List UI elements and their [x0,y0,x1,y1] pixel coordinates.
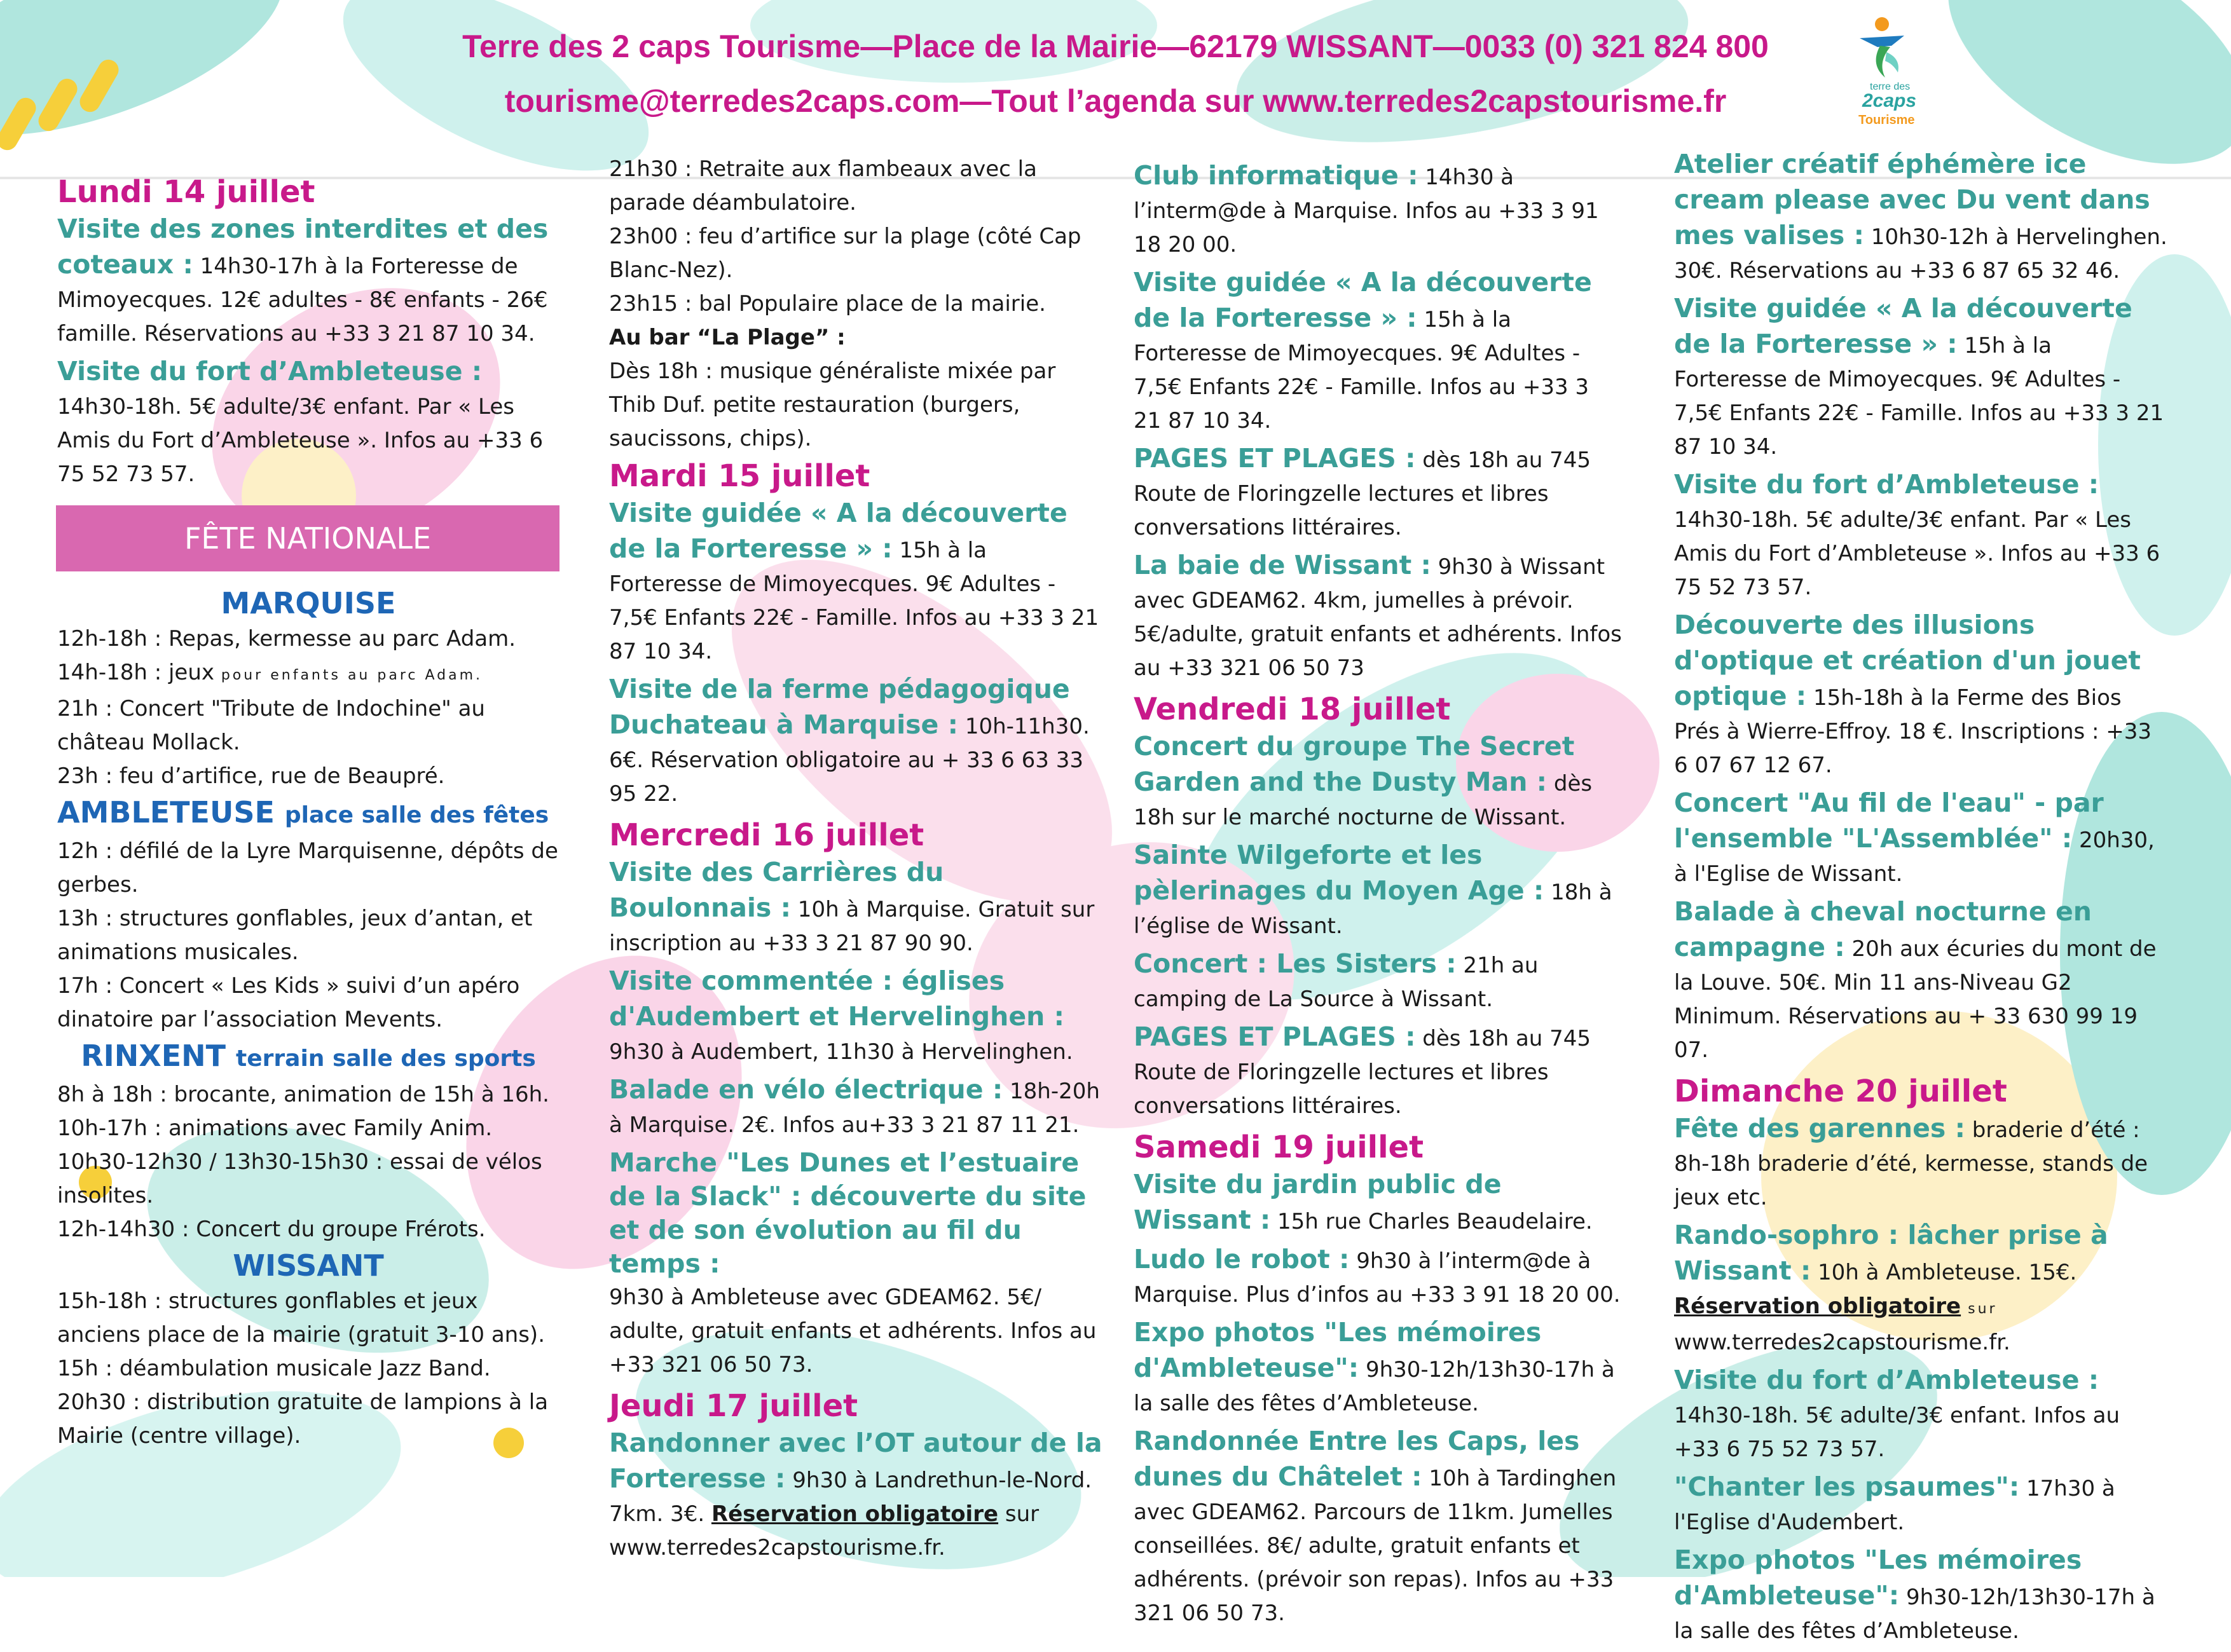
event-title: Concert : Les Sisters : [1134,948,1457,979]
event-entry [1674,147,2170,288]
event-entry [1134,838,1623,943]
event-details: 9h30 à l’interm@de à Marquise. Plus d’infos au +33 3 91 18 20 00. [1134,1248,1621,1307]
event-title: Atelier créatif éphémère ice cream please avec Du vent dans mes valises : [1674,149,2150,250]
event-title: Randonner avec l’OT autour de la Forteresse : [609,1428,1102,1494]
town-venue: terrain salle des sports [236,1046,536,1072]
event-entry [1674,1219,2170,1360]
event-title: Visite guidée « A la découverte de la Forteresse » : [1674,293,2132,359]
event-entry [1674,608,2170,782]
schedule-line: 21h : Concert "Tribute de Indochine" au château Mollack. [57,696,485,755]
logo-text-tourisme: Tourisme [1858,113,1915,127]
event-entry [1134,1316,1623,1421]
schedule-line: 12h-18h : Repas, kermesse au parc Adam. [57,626,516,652]
schedule-text-small: pour enfants au parc Adam. [221,667,483,683]
event-title: Expo photos "Les mémoires d'Ambleteuse": [1134,1317,1542,1383]
event-entry [609,1146,1105,1382]
event-details: braderie d’été : 8h-18h braderie d’été, kermesse, stands de jeux etc. [1674,1117,2148,1210]
event-details: 9h30 à Wissant avec GDEAM62. 4km, jumelles à prévoir. 5€/adulte, gratuit enfants et adhérents. Infos au +33 321 06 50 73 [1134,554,1622,681]
event-title: "Chanter les psaumes": [1674,1471,2020,1502]
event-entry [1674,1543,2170,1648]
event-entry [1134,442,1623,545]
event-details-small: sur [1961,1301,1998,1317]
event-title: Concert "Au fil de l'eau" - par l'ensemble "L'Assemblée" : [1674,788,2104,854]
event-title: Visite du fort d’Ambleteuse : [1674,1365,2099,1395]
event-entry [1674,468,2170,604]
schedule-line: 12h : défilé de la Lyre Marquisenne, dépôts de gerbes. [57,838,558,898]
event-entry [1134,1424,1623,1630]
email-website-line: tourisme@terredes2caps.com—Tout l’agenda sur www.terredes2capstourisme.fr [504,83,1727,119]
event-entry [1674,1112,2170,1215]
event-details: dès 18h au 745 Route de Floringzelle lectures et libres conversations littéraires. [1134,1026,1591,1119]
schedule-text: 14h-18h : jeux [57,660,221,685]
event-title: Fête des garennes : [1674,1113,1965,1143]
schedule-line: 23h15 : bal Populaire place de la mairie. [609,291,1046,317]
event-title: Expo photos "Les mémoires d'Ambleteuse": [1674,1545,2082,1611]
event-title: Marche "Les Dunes et l’estuaire de la Slack" : découverte du site et de son évolution au fil du temps : [609,1147,1087,1279]
event-details: dès 18h au 745 Route de Floringzelle lectures et libres conversations littéraires. [1134,447,1591,540]
event-details: 15h rue Charles Beaudelaire. [1270,1209,1593,1234]
tourism-logo [1847,14,1917,128]
schedule-line: 21h30 : Retraite aux flambeaux avec la parade déambulatoire. [609,156,1037,215]
event-details: 9h30-12h/13h30-17h à la salle des fêtes d’Ambleteuse. [1134,1357,1615,1416]
event-title: Visite du fort d’Ambleteuse : [1674,469,2099,500]
event-details: 10h-11h30. 6€. Réservation obligatoire au + 33 6 63 33 95 22. [609,714,1090,807]
event-details: 14h30-18h. 5€ adulte/3€ enfant. Par « Les Amis du Fort d’Ambleteuse ». Infos au +33 6 75 52 73 57. [1674,507,2160,600]
column-2 [609,153,1105,1569]
event-title: PAGES ET PLAGES : [1134,1021,1416,1052]
town-name: RINXENT [81,1039,226,1073]
event-title: Visite de la ferme pédagogique Duchateau à Marquise : [609,674,1070,740]
event-details-end: sur www.terredes2capstourisme.fr. [609,1501,1040,1560]
event-entry [1134,1243,1623,1312]
event-details: 14h30 à l’interm@de à Marquise. Infos au +33 3 91 18 20 00. [1134,165,1599,257]
event-title: Rando-sophro : lâcher prise à Wissant : [1674,1220,2108,1286]
reservation-required-text: Réservation obligatoire [711,1501,999,1527]
day-heading-friday-18: Vendredi 18 juillet [1134,692,1451,727]
day-heading-sunday-20: Dimanche 20 juillet [1674,1074,2007,1109]
event-details: 15h à la Forteresse de Mimoyecques. 9€ Adultes - 7,5€ Enfants 22€ - Famille. Infos au +33 3 21 87 10 34. [1674,333,2164,460]
event-entry [1134,549,1623,685]
town-heading-rinxent [57,1037,559,1078]
day-heading-saturday-19: Samedi 19 juillet [1134,1130,1424,1165]
event-entry [1134,730,1623,835]
event-details: 18h-20h à Marquise. 2€. Infos au+33 3 21 87 11 21. [609,1079,1100,1138]
schedule-line: 23h : feu d’artifice, rue de Beaupré. [57,763,445,789]
event-entry [609,856,1105,960]
event-entry [609,672,1105,811]
day-heading-wednesday-16: Mercredi 16 juillet [609,817,924,853]
schedule-line: 15h-18h : structures gonflables et jeux anciens place de la mairie (gratuit 3-10 ans). [57,1288,546,1348]
town-heading-ambleteuse [57,793,559,835]
event-title: PAGES ET PLAGES : [1134,443,1416,474]
column-3 [1134,159,1623,1634]
schedule-line: 13h : structures gonflables, jeux d’antan, et animations musicales. [57,906,533,965]
event-entry [1134,947,1623,1016]
event-title: Club informatique : [1134,160,1418,191]
event-details: 14h30-18h. 5€ adulte/3€ enfant. Infos au +33 6 75 52 73 57. [1674,1403,2120,1462]
event-details: 15h à la Forteresse de Mimoyecques. 9€ Adultes - 7,5€ Enfants 22€ - Famille. Infos au +33 3 21 87 10 34. [609,538,1099,664]
event-entry [609,1073,1105,1142]
event-title: Visite du jardin public de Wissant : [1134,1169,1502,1235]
event-details: 18h à l’église de Wissant. [1134,880,1612,939]
event-entry [57,212,559,351]
event-title: Visite commentée : églises d'Audembert et Hervelinghen : [609,966,1064,1032]
event-entry [1674,895,2170,1067]
column-4 [1674,147,2170,1652]
event-title: Visite guidée « A la découverte de la Forteresse » : [1134,267,1592,333]
town-venue: place salle des fêtes [284,802,549,828]
schedule-line: Dès 18h : musique généraliste mixée par Thib Duf. petite restauration (burgers, saucissons, chips). [609,358,1056,451]
event-details-end: www.terredes2capstourisme.fr. [1674,1330,2010,1355]
event-title: Balade à cheval nocturne en campagne : [1674,896,2092,962]
logo-text-2caps: 2caps [1862,90,1917,111]
event-entry [1134,159,1623,262]
schedule-line: 12h-14h30 : Concert du groupe Frérots. [57,1217,486,1242]
event-title: Visite des zones interdites et des coteaux : [57,214,549,280]
event-details: 14h30-18h. 5€ adulte/3€ enfant. Par « Les Amis du Fort d’Ambleteuse ». Infos au +33 6 75 52 73 57. [57,394,544,487]
contact-line: Terre des 2 caps Tourisme—Place de la Mairie—62179 WISSANT—0033 (0) 321 824 800 [462,29,1769,64]
event-details: 9h30 à Audembert, 11h30 à Hervelinghen. [609,1039,1073,1065]
event-details: 15h-18h à la Ferme des Bios Prés à Wierre-Effroy. 18 €. Inscriptions : +33 6 07 67 12 67. [1674,685,2152,778]
event-title: Randonnée Entre les Caps, les dunes du Châtelet : [1134,1426,1580,1492]
event-entry [1134,1168,1623,1239]
event-entry [1674,292,2170,464]
day-heading-tuesday-15: Mardi 15 juillet [609,458,870,494]
event-title: La baie de Wissant : [1134,550,1431,580]
schedule-line: 17h : Concert « Les Kids » suivi d’un apéro dinatoire par l’association Mevents. [57,973,520,1032]
day-heading-monday-14: Lundi 14 juillet [57,174,315,210]
event-title: Concert du groupe The Secret Garden and the Dusty Man : [1134,731,1575,797]
event-details: dès 18h sur le marché nocturne de Wissant. [1134,771,1593,830]
bar-la-plage-label: Au bar “La Plage” : [609,325,846,350]
schedule-line: 8h à 18h : brocante, animation de 15h à 16h. [57,1082,549,1107]
schedule-line [57,656,559,692]
schedule-line: 20h30 : distribution gratuite de lampions à la Mairie (centre village). [57,1389,549,1449]
event-entry [609,1426,1105,1565]
event-details: 10h à Ambleteuse. 15€. [1811,1260,2077,1285]
event-entry [1674,1363,2170,1466]
event-title: Sainte Wilgeforte et les pèlerinages du Moyen Age : [1134,840,1544,906]
event-title: Visite du fort d’Ambleteuse : [57,356,483,386]
day-heading-thursday-17: Jeudi 17 juillet [609,1388,858,1424]
event-details: 10h à Marquise. Gratuit sur inscription au +33 3 21 87 90 90. [609,897,1095,956]
tourism-logo-icon [1847,14,1917,84]
event-title: Visite guidée « A la découverte de la Forteresse » : [609,498,1067,564]
schedule-line: 23h00 : feu d’artifice sur la plage (côté Cap Blanc-Nez). [609,224,1081,283]
event-entry [1674,786,2170,891]
town-heading-marquise: MARQUISE [221,586,396,620]
town-name: AMBLETEUSE [57,795,275,829]
event-details: 20h30, à l'Eglise de Wissant. [1674,828,2155,887]
event-entry [609,964,1105,1069]
reservation-required-text: Réservation obligatoire [1674,1294,1961,1319]
event-entry [1134,266,1623,438]
event-details: 9h30 à Landrethun-le-Nord. 7km. 3€. [609,1468,1092,1527]
schedule-line: 10h-17h : animations avec Family Anim. [57,1116,493,1141]
schedule-line: 15h : déambulation musicale Jazz Band. [57,1356,491,1381]
event-details: 21h au camping de La Source à Wissant. [1134,953,1539,1012]
event-entry [1674,1470,2170,1539]
event-entry [1134,1020,1623,1123]
fete-nationale-banner: FÊTE NATIONALE [56,505,559,571]
event-title: Ludo le robot : [1134,1244,1350,1274]
event-entry [609,496,1105,669]
event-details: 9h30-12h/13h30-17h à la salle des fêtes d’Ambleteuse. [1674,1585,2155,1644]
event-title: Balade en vélo électrique : [609,1074,1003,1105]
town-heading-wissant: WISSANT [233,1248,384,1283]
event-title: Découverte des illusions d'optique et création d'un jouet optique : [1674,610,2141,711]
event-details: 9h30 à Ambleteuse avec GDEAM62. 5€/ adulte, gratuit enfants et adhérents. Infos au +33 321 06 50 73. [609,1285,1097,1377]
event-details: 20h aux écuries du mont de la Louve. 50€. Min 11 ans-Niveau G2 Minimum. Réservations au + 33 630 99 19 07. [1674,936,2157,1063]
event-title: Visite des Carrières du Boulonnais : [609,857,944,923]
event-details: 10h à Tardinghen avec GDEAM62. Parcours de 11km. Jumelles conseillées. 8€/ adulte, gratuit enfants et adhérents. (prévoir son repas). Infos au +33 321 06 50 73. [1134,1466,1617,1626]
event-entry [57,355,559,491]
event-details: 10h30-12h à Hervelinghen. 30€. Réservations au +33 6 87 65 32 46. [1674,224,2167,283]
event-details: 15h à la Forteresse de Mimoyecques. 9€ Adultes - 7,5€ Enfants 22€ - Famille. Infos au +33 3 21 87 10 34. [1134,307,1589,433]
event-details: 14h30-17h à la Forteresse de Mimoyecques. 12€ adultes - 8€ enfants - 26€ famille. Réservations au +33 3 21 87 10 34. [57,254,548,346]
schedule-line: 10h30-12h30 / 13h30-15h30 : essai de vélos insolites. [57,1149,542,1208]
event-details: 17h30 à l'Eglise d'Audembert. [1674,1476,2115,1535]
column-1 [57,172,559,1453]
logo-text-terre-des: terre des [1870,81,1911,92]
